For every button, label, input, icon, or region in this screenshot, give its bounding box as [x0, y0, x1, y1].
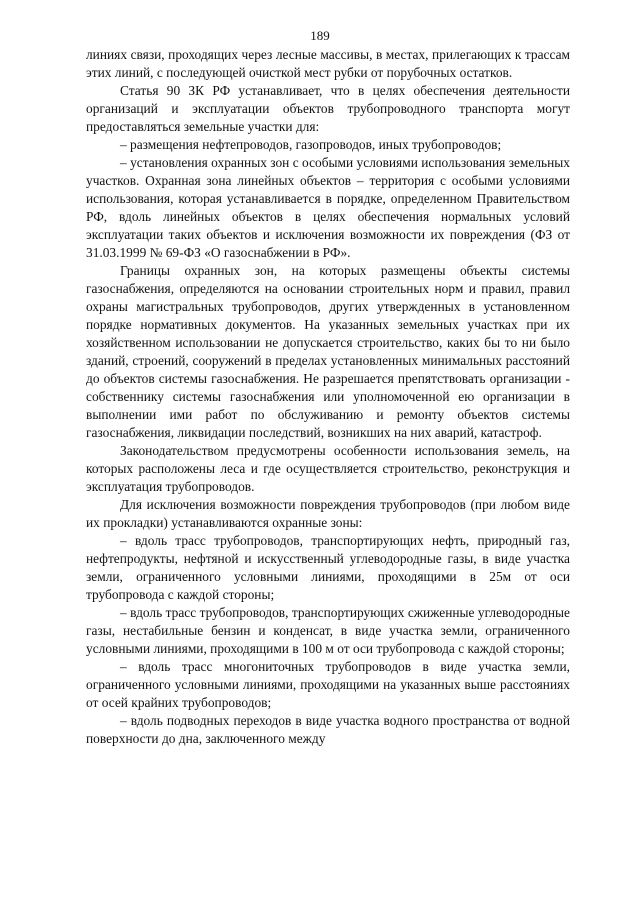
list-item-oil-gas-25m: – вдоль трасс трубопроводов, транспортирующих нефть, природный газ, нефтепродукты, нефтяной и искусственный углеводородные газы, в виде участка земли, ограниченного условными линиями, проходящими в 25м от оси трубопровода с каждой стороны;	[86, 533, 570, 602]
paragraph-article-90: Статья 90 ЗК РФ устанавливает, что в целях обеспечения деятельности организаций и эксплуатации объектов трубопроводного транспорта могут предоставляться земельные участки для:	[86, 83, 570, 134]
list-item-multi-line: – вдоль трасс многониточных трубопроводов в виде участка земли, ограниченного условными линиями, проходящими на указанных выше расстояниях от осей крайних трубопроводов;	[86, 659, 570, 710]
paragraph-legislation: Законодательством предусмотрены особенности использования земель, на которых расположены леса и где осуществляется строительство, реконструкция и эксплуатация трубопроводов.	[86, 443, 570, 494]
list-item-underwater: – вдоль подводных переходов в виде участка водного пространства от водной поверхности до дна, заключенного между	[86, 713, 570, 746]
page-number: 189	[310, 28, 330, 43]
list-item-protection-zones: – установления охранных зон с особыми условиями использования земельных участков. Охранная зона линейных объектов – территория с особыми условиями использования, которая устанавливается в порядке, определенном Правительством РФ, вдоль линейных объектов в целях обеспечения нормальных условий эксплуатации таких объектов и исключения возможности их повреждения (ФЗ от 31.03.1999 № 69-ФЗ «О газоснабжении в РФ».	[86, 155, 570, 260]
list-item-liquefied-gas-100m: – вдоль трасс трубопроводов, транспортирующих сжиженные углеводородные газы, нестабильные бензин и конденсат, в виде участка земли, ограниченного условными линиями, проходящими в 100 м от оси трубопровода с каждой стороны;	[86, 605, 570, 656]
paragraph-continuation: линиях связи, проходящих через лесные массивы, в местах, прилегающих к трассам этих линий, с последующей очисткой мест рубки от порубочных остатков.	[86, 47, 570, 80]
list-item-pipelines: – размещения нефтепроводов, газопроводов, иных трубопроводов;	[120, 137, 502, 152]
paragraph-zone-boundaries: Границы охранных зон, на которых размещены объекты системы газоснабжения, определяются на основании строительных норм и правил, правил охраны магистральных трубопроводов, других утвержденных в установленном порядке нормативных документов. На указанных земельных участках при их хозяйственном использовании не допускается строительство, каких бы то ни было зданий, строений, сооружений в пределах установленных минимальных расстояний до объектов системы газоснабжения. Не разрешается препятствовать организации - собственнику системы газоснабжения или уполномоченной ею организации в выполнении ими работ по обслуживанию и ремонту объектов системы газоснабжения, ликвидации последствий, возникших на них аварий, катастроф.	[86, 263, 570, 440]
paragraph-protection-intro: Для исключения возможности повреждения трубопроводов (при любом виде их прокладки) устанавливаются охранные зоны:	[86, 497, 570, 530]
text-body	[86, 46, 570, 748]
